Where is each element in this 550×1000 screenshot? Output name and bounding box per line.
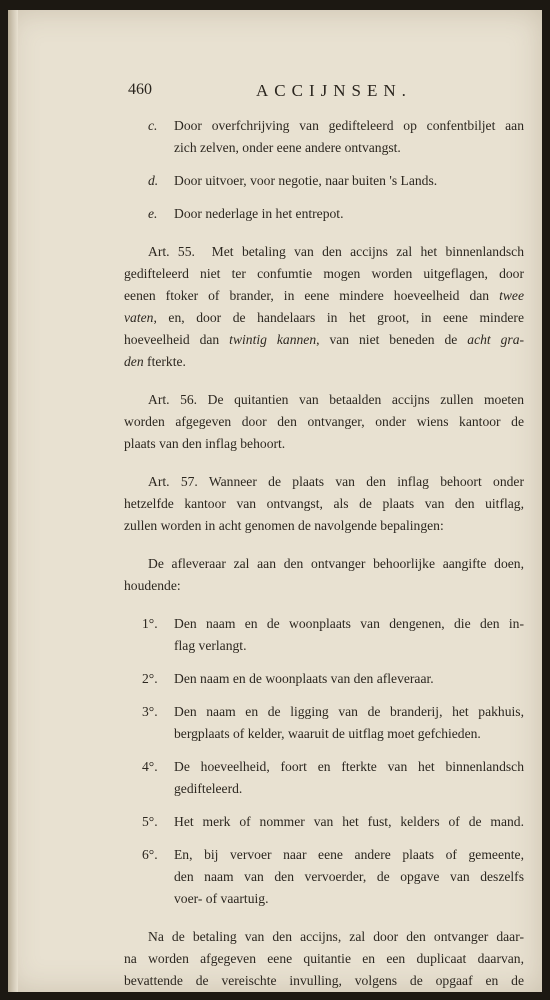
- intro-line-2: houdende:: [124, 578, 181, 593]
- art57-line-3: zullen worden in acht genomen de navolgende bepalingen:: [124, 518, 444, 533]
- item-c-line-1: c. Door overfchrijving van gedifteleerd op confentbiljet aan: [148, 118, 524, 133]
- art57-line-2: hetzelfde kantoor van ontvangst, als de plaats van den uitflag,: [124, 496, 524, 511]
- art56-line-1: Art. 56. De quitantien van betaalden accijns zullen moeten: [148, 392, 524, 407]
- list-item-6-line-2: den naam van den vervoerder, de opgave van deszelfs: [174, 869, 524, 884]
- list-item-4-line-2: gedifteleerd.: [174, 781, 243, 796]
- list-item-1-line-2: flag verlangt.: [174, 638, 247, 653]
- list-item-4-line-1: 4°. De hoeveelheid, foort en fterkte van het binnenlandsch: [142, 759, 524, 774]
- item-c-line-2: zich zelven, onder eene andere ontvangst.: [174, 140, 401, 155]
- item-e: e. Door nederlage in het entrepot.: [148, 206, 344, 221]
- art55-line-4: vaten, en, door de handelaars in het groot, in eene mindere: [124, 310, 524, 325]
- final-line-3: bevattende de vereischte invulling, volgens de opgaaf en de: [124, 973, 524, 988]
- art56-line-3: plaats van den inflag behoort.: [124, 436, 286, 451]
- art55-line-1: Art. 55. Met betaling van den accijns zal het binnenlandsch: [148, 244, 524, 259]
- list-item-2: 2°. Den naam en de woonplaats van den afleveraar.: [142, 671, 434, 686]
- final-line-1: Na de betaling van den accijns, zal door den ontvanger daar-: [148, 929, 524, 944]
- list-item-3-line-1: 3°. Den naam en de ligging van de branderij, het pakhuis,: [142, 704, 524, 719]
- list-item-5: 5°. Het merk of nommer van het fust, kelders of de mand.: [142, 814, 524, 829]
- art55-line-6: den fterkte.: [124, 354, 186, 369]
- art56-line-2: worden afgegeven door den ontvanger, onder wiens kantoor de: [124, 414, 524, 429]
- running-header: [128, 81, 522, 105]
- page-number: 460: [128, 81, 152, 98]
- list-item-3-line-2: bergplaats of kelder, waaruit de uitflag moet gefchieden.: [174, 726, 481, 741]
- art55-line-2: gedifteleerd niet ter confumtie mogen worden uitgeflagen, door: [124, 266, 524, 281]
- art55-line-5: hoeveelheid dan twintig kannen, van niet beneden de acht gra-: [124, 332, 525, 347]
- list-item-1-line-1: 1°. Den naam en de woonplaats van dengenen, die den in-: [142, 616, 524, 631]
- list-item-6-line-3: voer- of vaartuig.: [174, 891, 269, 906]
- item-d: d. Door uitvoer, voor negotie, naar buiten 's Lands.: [148, 173, 438, 188]
- intro-line-1: De afleveraar zal aan den ontvanger behoorlijke aangifte doen,: [148, 556, 524, 571]
- list-item-6-line-1: 6°. En, bij vervoer naar eene andere plaats of gemeente,: [142, 847, 524, 862]
- page-title: ACCIJNSEN.: [256, 81, 412, 100]
- final-line-2: na worden afgegeven eene quitantie en een duplicaat daarvan,: [124, 951, 524, 966]
- page-body: [124, 115, 524, 992]
- page-spine-shadow: [8, 10, 18, 992]
- art55-line-3: eenen ftoker of brander, in eene mindere hoeveelheid dan twee: [124, 288, 524, 303]
- art57-line-1: Art. 57. Wanneer de plaats van den inflag behoort onder: [148, 474, 524, 489]
